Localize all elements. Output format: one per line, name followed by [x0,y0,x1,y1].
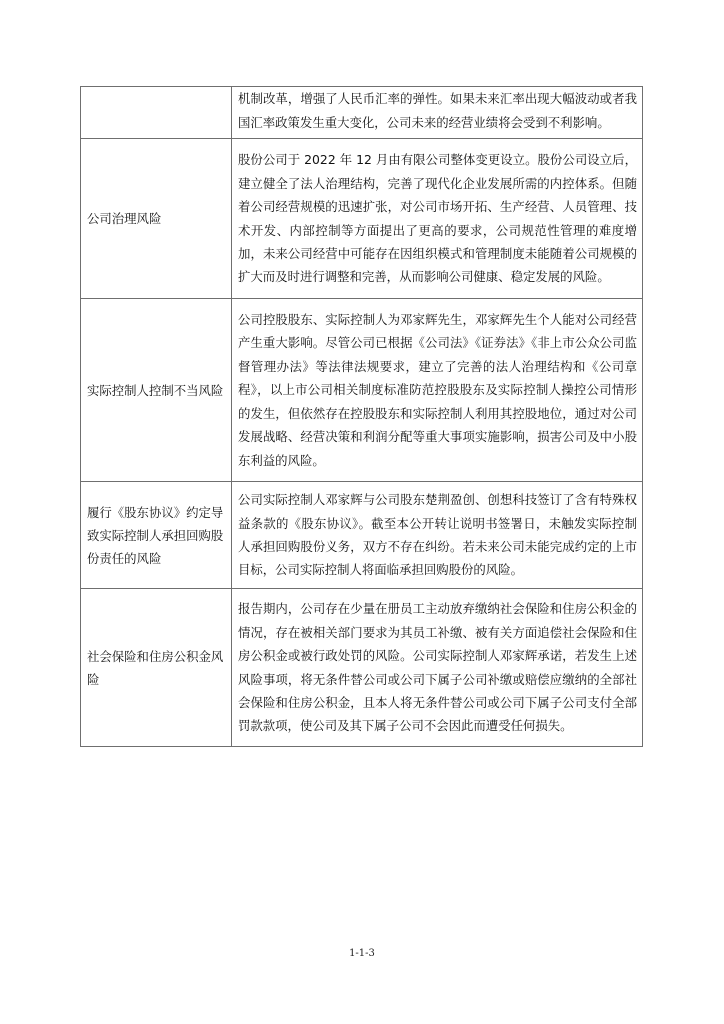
risk-description-cell: 报告期内，公司存在少量在册员工主动放弃缴纳社会保险和住房公积金的情况，存在被相关部门要求为其员工补缴、被有关方面追偿社会保险和住房公积金或被行政处罚的风险。公司实际控制人邓家辉承诺，若发生上述风险事项，将无条件替公司或公司下属子公司补缴或赔偿应缴纳的全部社会保险和住房公积金，且本人将无条件替公司或公司下属子公司支付全部罚款款项，使公司及其下属子公司不会因此而遭受任何损失。 [232,589,643,747]
risk-name-cell: 实际控制人控制不当风险 [81,299,232,482]
risk-description-cell: 公司控股股东、实际控制人为邓家辉先生，邓家辉先生个人能对公司经营产生重大影响。尽管公司已根据《公司法》《证券法》《非上市公众公司监督管理办法》等法律法规要求，建立了完善的法人治理结构和《公司章程》，以上市公司相关制度标准防范控股股东及实际控制人操控公司情形的发生，但依然存在控股股东和实际控制人利用其控股地位，通过对公司发展战略、经营决策和利润分配等重大事项实施影响，损害公司及中小股东利益的风险。 [232,299,643,482]
risk-name-cell: 社会保险和住房公积金风险 [81,589,232,747]
page-number: 1-1-3 [349,948,375,959]
risk-description-cell: 机制改革，增强了人民币汇率的弹性。如果未来汇率出现大幅波动或者我国汇率政策发生重大变化，公司未来的经营业绩将会受到不利影响。 [232,87,643,139]
table-row [81,87,643,139]
risk-name-cell: 公司治理风险 [81,139,232,299]
table-row [81,139,643,299]
risk-table [80,86,643,747]
risk-description-cell: 公司实际控制人邓家辉与公司股东楚荆盈创、创想科技签订了含有特殊权益条款的《股东协议》。截至本公开转让说明书签署日，未触发实际控制人承担回购股份义务，双方不存在纠纷。若未来公司未能完成约定的上市目标，公司实际控制人将面临承担回购股份的风险。 [232,482,643,589]
risk-description-cell: 股份公司于 2022 年 12 月由有限公司整体变更设立。股份公司设立后，建立健全了法人治理结构，完善了现代化企业发展所需的内控体系。但随着公司经营规模的迅速扩张，对公司市场开拓、生产经营、人员管理、技术开发、内部控制等方面提出了更高的要求，公司规范性管理的难度增加，未来公司经营中可能存在因组织模式和管理制度未能随着公司规模的扩大而及时进行调整和完善，从而影响公司健康、稳定发展的风险。 [232,139,643,299]
table-row [81,482,643,589]
risk-name-cell: 履行《股东协议》约定导致实际控制人承担回购股份责任的风险 [81,482,232,589]
risk-name-cell [81,87,232,139]
table-row [81,589,643,747]
table-row [81,299,643,482]
